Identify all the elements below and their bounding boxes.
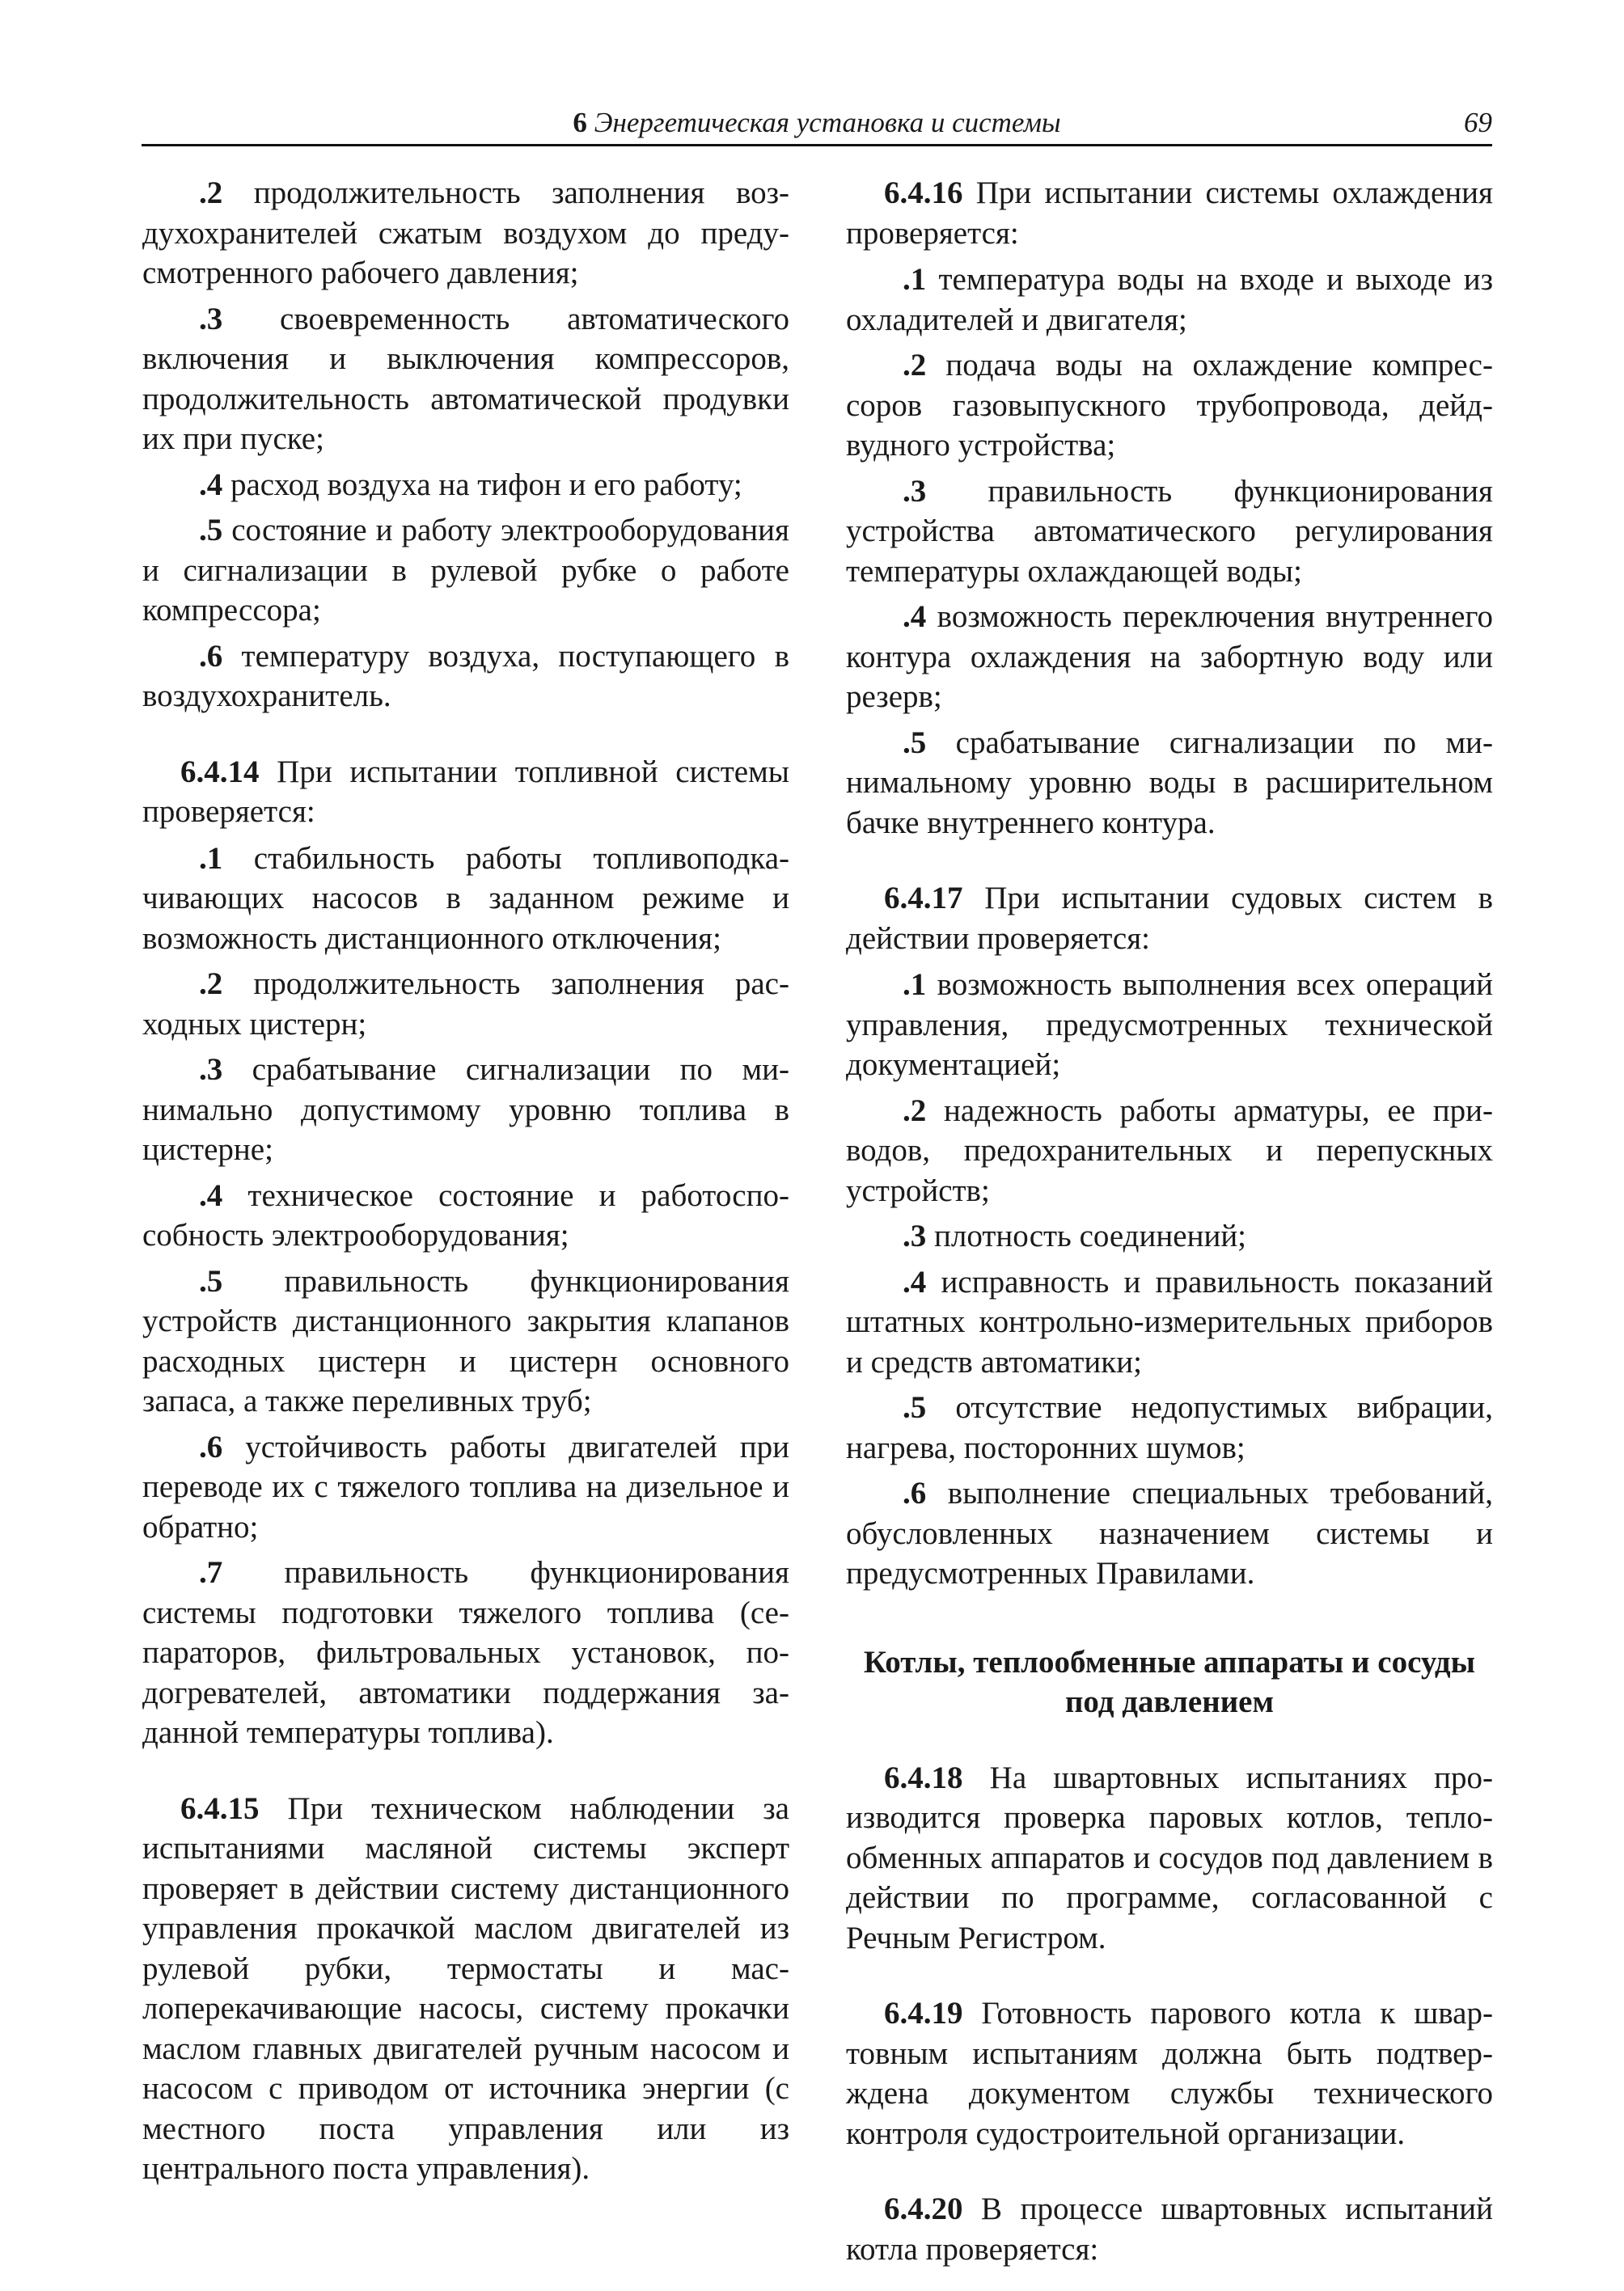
list-item: .1 стабильность работы топливоподкачивающих насосов в заданном режиме и возможность дистанционного отключения; [142,840,789,956]
list-item: .6 выполнение специальных требований, обусловленных назначением системы и предусмотренных Правилами. [846,1476,1493,1591]
list-item: .4 расход воздуха на тифон и его работу; [199,467,742,502]
list-item: .1 температура воды на входе и выходе из охладителей и двигателя; [846,262,1493,337]
list-item: .4 техническое состояние и работоспособность электрооборудования; [142,1177,789,1253]
list-item: .5 отсутствие недопустимых вибрации, нагрева, посторонних шумов; [846,1390,1493,1465]
section-heading: Котлы, теплообменные аппараты и сосуды под давлением [863,1644,1476,1719]
list-item: .4 исправность и правильность показаний штатных контрольно-измерительных приборов и средств автоматики; [846,1264,1493,1380]
list-item: .3 срабатывание сигнализации по минимально допустимому уровню топлива в цистерне; [142,1052,789,1167]
list-item: .2 продолжительность заполнения расходных цистерн; [142,966,789,1042]
left-column [142,173,789,2196]
section-6-4-14: 6.4.14 При испытании топливной системы проверяется: [142,754,789,829]
list-item: .2 подача воды на охлаждение компрессоров газовыпускного трубопровода, дейдвудного устройства; [846,348,1493,463]
list-item: .7 правильность функционирования системы подготовки тяжелого топлива (сепараторов, фильтровальных установок, подогревателей, автоматики поддержания заданной температуры топлива). [142,1555,789,1750]
chapter-title [142,107,1492,139]
list-item: .5 состояние и работу электрооборудования и сигнализации в рулевой рубке о работе компрессора; [142,513,789,628]
section-6-4-17: 6.4.17 При испытании судовых систем в действии проверяется: [846,881,1493,956]
list-item: .5 правильность функционирования устройств дистанционного закрытия клапанов расходных цистерн и цистерн основного запаса, а также переливных труб; [142,1263,789,1418]
list-item: .3 правильность функционирования устройства автоматического регулирования температуры охлаждающей воды; [846,473,1493,589]
list-item: .1 возможность выполнения всех операций управления, предусмотренных технической документацией; [846,967,1493,1082]
list-item: .4 возможность переключения внутреннего контура охлаждения на забортную воду или резерв; [846,599,1493,714]
list-item: .5 срабатывание сигнализации по минимальному уровню воды в расширительном бачке внутреннего контура. [846,725,1493,840]
running-header [142,104,1492,146]
list-item: .6 температуру воздуха, поступающего в воздухохранитель. [142,638,789,713]
list-item: .2 надежность работы арматуры, ее приводов, предохранительных и перепускных устройств; [846,1093,1493,1208]
section-6-4-18: 6.4.18 На швартовных испытаниях производится проверка паровых котлов, теплообменных аппаратов и сосудов под давлением в действии по программе, согласованной с Речным Регистром. [846,1760,1493,1955]
page-number: 69 [1464,107,1492,138]
right-column [846,173,1493,2276]
list-item: .3 своевременность автоматического включения и выключения компрессоров, продолжительность автоматической продувки их при пуске; [142,301,789,456]
section-6-4-19: 6.4.19 Готовность парового котла к швартовным испытаниям должна быть подтверждена документом службы технического контроля судостроительной организации. [846,1996,1493,2151]
list-item: .6 устойчивость работы двигателей при переводе их с тяжелого топлива на дизельное и обратно; [142,1429,789,1545]
section-6-4-20: 6.4.20 В процессе швартовных испытаний котла проверяется: [846,2192,1493,2267]
section-6-4-16: 6.4.16 При испытании системы охлаждения проверяется: [846,175,1493,251]
chapter-title-text: Энергетическая установка и системы [594,107,1061,138]
list-item: .2 продолжительность заполнения воздухохранителей сжатым воздухом до предусмотренного рабочего давления; [142,175,789,290]
chapter-number: 6 [573,107,587,138]
list-item: .3 плотность соединений; [903,1219,1247,1253]
section-6-4-15: 6.4.15 При техническом наблюдении за испытаниями масляной системы эксперт проверяет в действии систему дистанционного управления прокачкой маслом двигателей из рулевой рубки, термостаты и маслоперекачивающие насосы, систему прокачки маслом главных двигателей ручным насосом и насосом с приводом от источника энергии (с местного поста управления или из центрального поста управления). [142,1790,789,2186]
